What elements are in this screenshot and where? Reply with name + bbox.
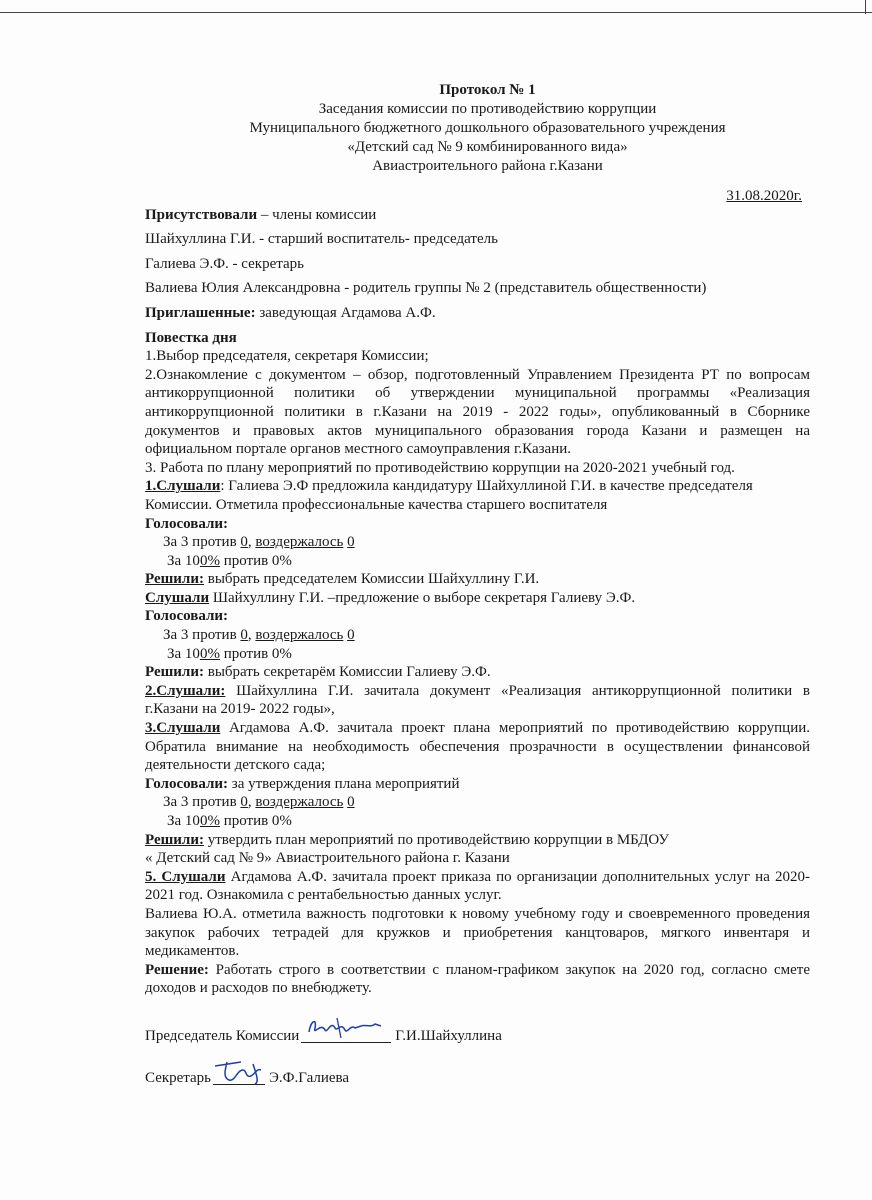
section-3-heard <box>145 719 810 775</box>
decided-label: Решили: <box>145 571 204 588</box>
document-header <box>165 81 810 176</box>
section-1b-decided <box>145 663 810 682</box>
chair-signature-line <box>145 1024 810 1046</box>
invited-line <box>145 304 810 323</box>
vote-abstained-text: воздержалось <box>255 534 344 551</box>
agenda-item-2: 2.Ознакомление с документом – обзор, подготовленный Управлением Президента РТ по вопросам антикоррупционной политики об утверждении муниципальной программы «Реализация антикоррупционной политики в г.Казани на 2019 - 2022 годы», опубликованный в Сборнике документов и правовых актов муниципального образования города Казани и размещен на официальном портале органов местного самоуправления г.Казани. <box>145 366 810 458</box>
header-line-4: Авиастроительного района г.Казани <box>372 158 603 174</box>
vote-abstained-value: 0 <box>347 534 355 551</box>
chair-label: Председатель Комиссии <box>145 1028 300 1045</box>
section-1b-voted: Голосовали: <box>145 608 229 625</box>
vote-comma: , <box>247 534 256 551</box>
vote-against-value: 0 <box>240 627 248 644</box>
decided-label: Решили: <box>145 831 204 848</box>
percent-for-value: 0% <box>199 813 220 829</box>
section-1-text: : Галиева Э.Ф предложила кандидатуру Шайхуллиной Г.И. в качестве председателя Комиссии. Отметила профессиональные качества старшего воспитателя <box>145 478 753 513</box>
present-rest: – члены комиссии <box>257 206 377 223</box>
chair-signature <box>301 1024 391 1043</box>
section-1b-heard <box>145 589 810 608</box>
chair-name: Г.И.Шайхуллина <box>395 1028 502 1045</box>
agenda-label: Повестка дня <box>145 329 237 346</box>
member-1: Шайхуллина Г.И. - старший воспитатель- председатель <box>145 231 498 248</box>
vote-comma: , <box>247 627 256 644</box>
percent-against-text: против 0% <box>219 552 292 569</box>
vote-for-text: За 3 против <box>163 794 241 811</box>
header-line-1: Заседания комиссии по противодействию коррупции <box>318 101 657 117</box>
secretary-signature-scribble <box>213 1056 273 1086</box>
vote-abstained-value: 0 <box>347 627 355 644</box>
decided-text: утвердить план мероприятий по противодействию коррупции в МБДОУ <box>203 831 670 848</box>
section-5-decision <box>145 961 810 998</box>
invited-label: Приглашенные: <box>145 304 256 321</box>
secretary-signature-line <box>145 1066 810 1088</box>
header-line-3: «Детский сад № 9 комбинированного вида» <box>347 139 628 155</box>
decision-text: Работать строго в соответствии с планом-графиком закупок на 2020 год, согласно смете доходов и расходов по внебюджету. <box>145 961 810 997</box>
percent-for-text: За 10 <box>167 813 200 829</box>
secretary-name: Э.Ф.Галиева <box>269 1070 350 1087</box>
section-5-label: 5. Слушали <box>145 868 226 885</box>
section-1-decided <box>145 570 810 589</box>
agenda-item-3: 3. Работа по плану мероприятий по противодействию коррупции на 2020-2021 учебный год. <box>145 459 735 476</box>
member-2: Галиева Э.Ф. - секретарь <box>145 255 304 272</box>
scan-edge <box>0 12 872 13</box>
agenda-item-1: 1.Выбор председателя, секретаря Комиссии; <box>145 348 429 365</box>
member-3: Валиева Юлия Александровна - родитель группы № 2 (представитель общественности) <box>145 280 707 297</box>
percent-for-value: 0% <box>199 552 220 569</box>
vote-abstained-text: воздержалось <box>255 627 344 644</box>
decided-label: Решили: <box>145 664 204 681</box>
protocol-title: Протокол № 1 <box>439 82 536 98</box>
decided-text: выбрать председателем Комиссии Шайхуллину Г.И. <box>203 571 540 588</box>
section-5-text: Агдамова А.Ф. зачитала проект приказа по организации дополнительных услуг на 2020-2021 год. Ознакомила с рентабельностью данных услуг. <box>145 868 810 904</box>
protocol-date: 31.08.2020г. <box>726 188 802 204</box>
section-3-decided-cont: « Детский сад № 9» Авиастроительного района г. Казани <box>145 850 510 867</box>
decided-text: выбрать секретарём Комиссии Галиеву Э.Ф. <box>203 664 491 681</box>
voted-text: за утверждения плана мероприятий <box>228 775 460 792</box>
section-3-decided <box>145 831 810 850</box>
section-1b-vote-percent <box>145 645 810 664</box>
header-line-2: Муниципального бюджетного дошкольного образовательного учреждения <box>249 120 726 136</box>
vote-comma: , <box>247 794 256 811</box>
signature-block <box>145 1024 810 1088</box>
vote-against-value: 0 <box>240 534 248 551</box>
section-3-vote-count <box>145 793 810 812</box>
percent-against-text: против 0% <box>219 813 292 829</box>
section-1-label: 1.Слушали <box>145 478 221 495</box>
section-3-voted <box>145 775 810 794</box>
section-1b-text: Шайхуллину Г.И. –предложение о выборе секретаря Галиеву Э.Ф. <box>209 589 636 606</box>
percent-for-text: За 10 <box>167 645 200 662</box>
present-line <box>145 206 810 225</box>
vote-for-text: За 3 против <box>163 627 241 644</box>
section-1-voted: Голосовали: <box>145 515 229 532</box>
section-1b-vote-count <box>145 626 810 645</box>
section-3-vote-percent <box>145 812 810 831</box>
percent-for-value: 0% <box>199 645 220 662</box>
section-2-heard <box>145 682 810 719</box>
section-2-text: Шайхуллина Г.И. зачитала документ «Реализация антикоррупционной политики в г.Казани на 2019- 2022 годы», <box>145 682 810 718</box>
vote-against-value: 0 <box>240 794 248 811</box>
section-2-label: 2.Слушали: <box>145 682 226 699</box>
vote-for-text: За 3 против <box>163 534 241 551</box>
voted-label: Голосовали: <box>145 775 229 792</box>
decision-label: Решение: <box>145 961 209 978</box>
section-5-heard <box>145 868 810 905</box>
invited-rest: заведующая Агдамова А.Ф. <box>255 304 436 321</box>
percent-for-text: За 10 <box>167 552 200 569</box>
section-1-vote-percent <box>145 552 810 571</box>
section-1-heard <box>145 477 810 514</box>
section-3-text: Агдамова А.Ф. зачитала проект плана мероприятий по противодействию коррупции. Обратила внимание на необходимость обеспечения прозрачности в осуществлении финансовой деятельности детского сада; <box>145 720 810 774</box>
present-label: Присутствовали <box>145 206 258 223</box>
section-3-label: 3.Слушали <box>145 720 221 737</box>
secretary-signature <box>213 1066 265 1085</box>
document <box>145 81 810 1088</box>
section-1b-label: Слушали <box>145 589 210 606</box>
scan-edge-corner <box>865 0 866 14</box>
percent-against-text: против 0% <box>219 645 292 662</box>
chair-signature-scribble <box>301 1014 391 1042</box>
section-5-text-2: Валиева Ю.А. отметила важность подготовки к новому учебному году и своевременного проведения закупок рабочих тетрадей для кружков и приобретения канцтоваров, мягкого инвентаря и медикаментов. <box>145 905 810 960</box>
secretary-label: Секретарь <box>145 1070 212 1087</box>
section-1-vote-count <box>145 533 810 552</box>
vote-abstained-text: воздержалось <box>255 794 344 811</box>
vote-abstained-value: 0 <box>347 794 355 811</box>
